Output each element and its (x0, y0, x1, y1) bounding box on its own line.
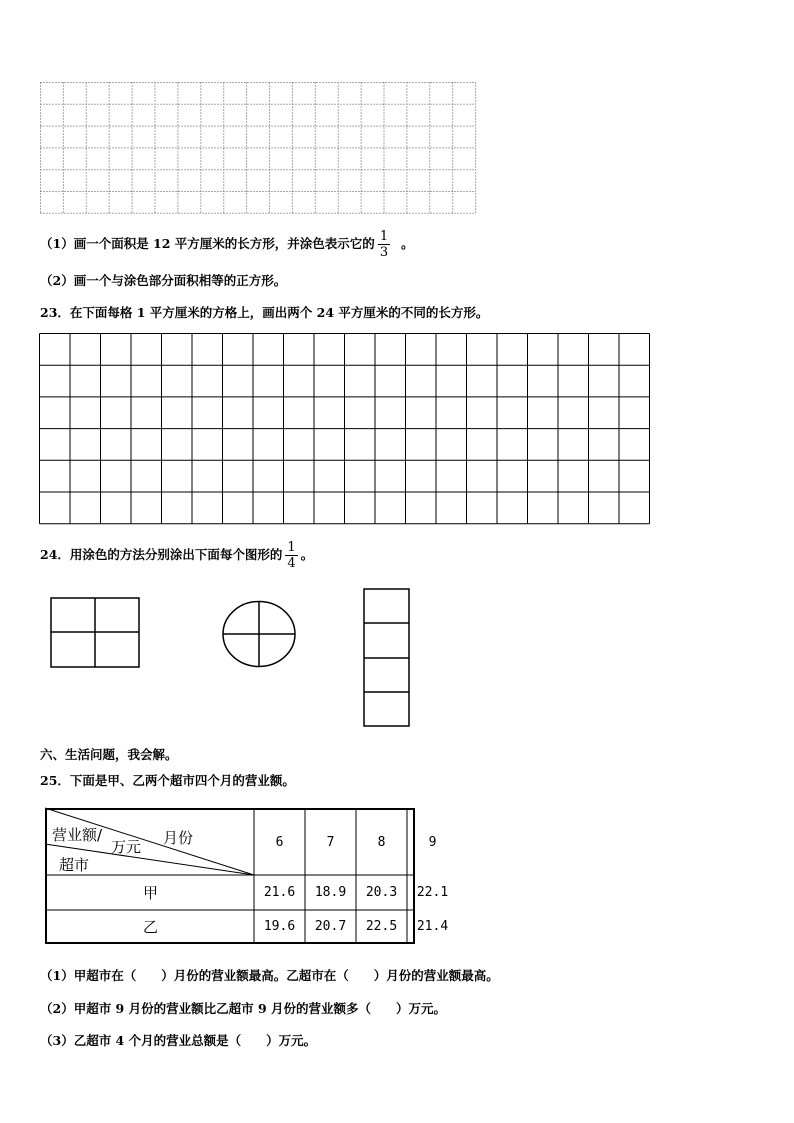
market-name: 甲 (142, 884, 158, 902)
table-cell: 21.6 (263, 885, 296, 900)
header-month: 月份 (163, 829, 194, 847)
table-cell: 19.6 (263, 918, 296, 934)
q22-part2: （2）画一个与涂色部分面积相等的正方形。 (40, 273, 287, 288)
q25-question-2: （2）甲超市 9 月份的营业额比乙超市 9 月份的营业额多（ ）万元。 (40, 1001, 447, 1016)
q24-text: 24．用涂色的方法分别涂出下面每个图形的 $\frac{1}{4}$ 。 (40, 540, 314, 571)
table-cell: 20.3 (365, 885, 398, 900)
header-revenue: 营业额/ (52, 826, 103, 844)
rectangle-divided-four (363, 588, 411, 728)
circle-divided-four (222, 600, 297, 668)
month-cell: 8 (377, 835, 386, 850)
month-cell: 7 (326, 835, 335, 850)
market-name: 乙 (142, 917, 158, 936)
square-divided-four (50, 597, 141, 669)
q22-part1: （1）画一个面积是 12 平方厘米的长方形，并涂色表示它的 $\frac{1}{3}$ 。 (40, 229, 414, 260)
month-cell: 6 (275, 835, 284, 850)
q25-question-1: （1）甲超市在（ ）月份的营业额最高。乙超市在（ ）月份的营业额最高。 (40, 968, 499, 983)
fraction-one-third: $\frac{1}{3}$ (379, 229, 389, 260)
q23-text: 23．在下面每格 1 平方厘米的方格上，画出两个 24 平方厘米的不同的长方形。 (40, 305, 489, 320)
dotted-grid (40, 82, 476, 214)
revenue-table (45, 808, 449, 944)
header-market: 超市 (59, 856, 90, 874)
table-cell: 20.7 (314, 918, 347, 934)
fraction-one-quarter: $\frac{1}{4}$ (287, 540, 296, 571)
table-cell: 21.4 (416, 918, 449, 934)
table-cell: 22.5 (365, 918, 398, 934)
square-grid (39, 333, 651, 525)
table-cell: 22.1 (416, 885, 449, 900)
q25-question-3: （3）乙超市 4 个月的营业总额是（ ）万元。 (40, 1033, 317, 1048)
header-unit: 万元 (111, 838, 142, 856)
table-cell: 18.9 (314, 885, 347, 900)
section-six-title: 六、生活问题，我会解。 (40, 747, 178, 762)
month-cell: 9 (428, 835, 437, 850)
q25-text: 25．下面是甲、乙两个超市四个月的营业额。 (40, 773, 295, 788)
